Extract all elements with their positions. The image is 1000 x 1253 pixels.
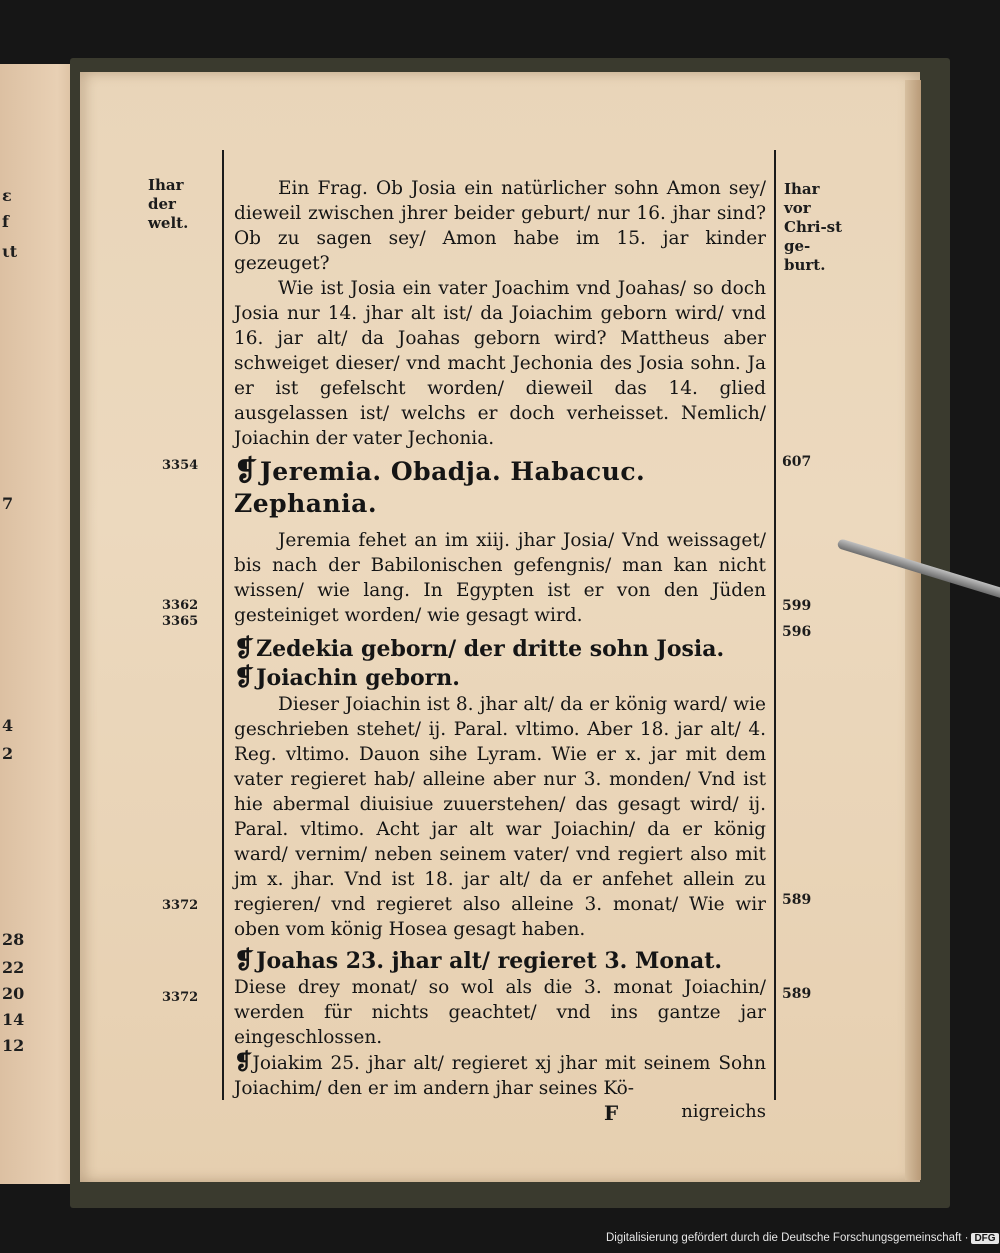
left-margin-year: 3372	[162, 990, 199, 1005]
pilcrow-mark: ❡	[234, 633, 255, 662]
section-heading-zedekia: ❡Zedekia geborn/ der dritte sohn Josia.	[234, 633, 725, 662]
section-heading-joahas: ❡Joahas 23. jhar alt/ regieret 3. Monat.	[234, 945, 723, 974]
pilcrow-mark: ❡	[234, 1049, 253, 1075]
paragraph-joahas: Diese drey monat/ so wol als die 3. monat Joiachin/ werden für nichts geachtet/ vnd ins gantze jar eingeschlossen.	[234, 977, 766, 1048]
catchword: nigreichs	[681, 1101, 766, 1122]
paragraph-josia: Wie ist Josia ein vater Joachim vnd Joahas/ so doch Josia nur 14. jhar alt ist/ da Joiachim geborn wird/ vnd 16. jar alt/ da Joahas geborn wird? Mattheus aber schweiget dieser/ vnd macht Jechonia des Josia sohn. Ja er ist gefelscht worden/ dieweil das 14. glied ausgelassen ist/ welchs er doch verheisset. Nemlich/ Joiachin der vater Jechonia.	[234, 278, 766, 449]
right-margin-year: 589	[782, 892, 812, 908]
right-margin-head: Ihar vor Chri-st ge-burt.	[784, 180, 843, 274]
section-heading-jeremia: ❡Jeremia. Obadja. Habacuc. Zephania.	[234, 454, 646, 518]
pilcrow-mark: ❡	[234, 662, 255, 691]
left-strip-char: f	[2, 212, 9, 231]
left-strip-char: 12	[2, 1036, 25, 1055]
left-strip-char: 7	[2, 494, 14, 513]
right-margin-rule	[774, 150, 776, 1100]
left-strip-char: 4	[2, 716, 14, 735]
left-strip-char: ε	[2, 186, 12, 205]
digitization-credit: Digitalisierung gefördert durch die Deutsche Forschungsgemeinschaft · DFG	[606, 1232, 999, 1244]
paragraph-joiakim: ❡Joiakim 25. jhar alt/ regieret xj jhar mit seinem Sohn Joiachim/ den er im andern jhar seines Kö-	[234, 1049, 766, 1099]
right-margin-year: 596	[782, 624, 812, 640]
main-text-block	[234, 176, 766, 1129]
page-footer	[234, 1101, 766, 1129]
left-margin-head: Ihar der welt.	[148, 176, 189, 232]
left-margin-year: 3372	[162, 898, 199, 913]
paragraph-jeremia: Jeremia fehet an im xiij. jhar Josia/ Vnd weissaget/ bis nach der Babilonischen gefengnis/ man kan nicht wissen/ wie lang. In Egypten ist er von den Jüden gesteiniget worden/ wie gesagt wird.	[234, 530, 766, 626]
dfg-logo: DFG	[971, 1233, 998, 1244]
left-margin-year: 3362	[162, 598, 199, 613]
left-strip-char: 14	[2, 1010, 25, 1029]
left-margin-year: 3354	[162, 458, 199, 473]
left-strip-char: 22	[2, 958, 25, 977]
paragraph-joiachin: Dieser Joiachin ist 8. jhar alt/ da er könig ward/ wie geschrieben stehet/ ij. Paral. vltimo. Aber 18. jar alt/ 4. Reg. vltimo. Dauon sihe Lyram. Wie er x. jar mit dem vater regieret hab/ alleine aber nur 3. monden/ Vnd ist hie abermal diuisiue zuuerstehen/ das gesagt wird/ ij. Paral. vltimo. Acht jar alt war Joiachin/ da er könig ward/ vernim/ neben seinem vater/ vnd regiert also mit jm x. jhar. Vnd ist 18. jar alt/ da er anfehet allein zu regieren/ vnd regieret also alleine 3. monat/ Wie wir oben vom könig Hosea gesagt haben.	[234, 694, 766, 940]
left-strip-char: ιt	[2, 242, 18, 261]
paragraph-frag: Ein Frag. Ob Josia ein natürlicher sohn Amon sey/ dieweil zwischen jhrer beider geburt/ nur 16. jhar sind? Ob zu sagen sey/ Amon habe im 15. jar kinder gezeuget?	[234, 178, 766, 274]
right-margin-year: 599	[782, 598, 812, 614]
left-margin-year: 3365	[162, 614, 199, 629]
section-heading-joiachin: ❡Joiachin geborn.	[234, 662, 460, 691]
pilcrow-mark: ❡	[234, 454, 258, 487]
left-strip-char: 2	[2, 744, 14, 763]
right-margin-year: 607	[782, 454, 812, 470]
right-margin-year: 589	[782, 986, 812, 1002]
left-strip-char: 28	[2, 930, 25, 949]
signature-mark: F	[604, 1101, 619, 1125]
left-margin-rule	[222, 150, 224, 1100]
pilcrow-mark: ❡	[234, 945, 255, 974]
page-edge	[905, 80, 921, 1180]
left-strip-char: 20	[2, 984, 25, 1003]
